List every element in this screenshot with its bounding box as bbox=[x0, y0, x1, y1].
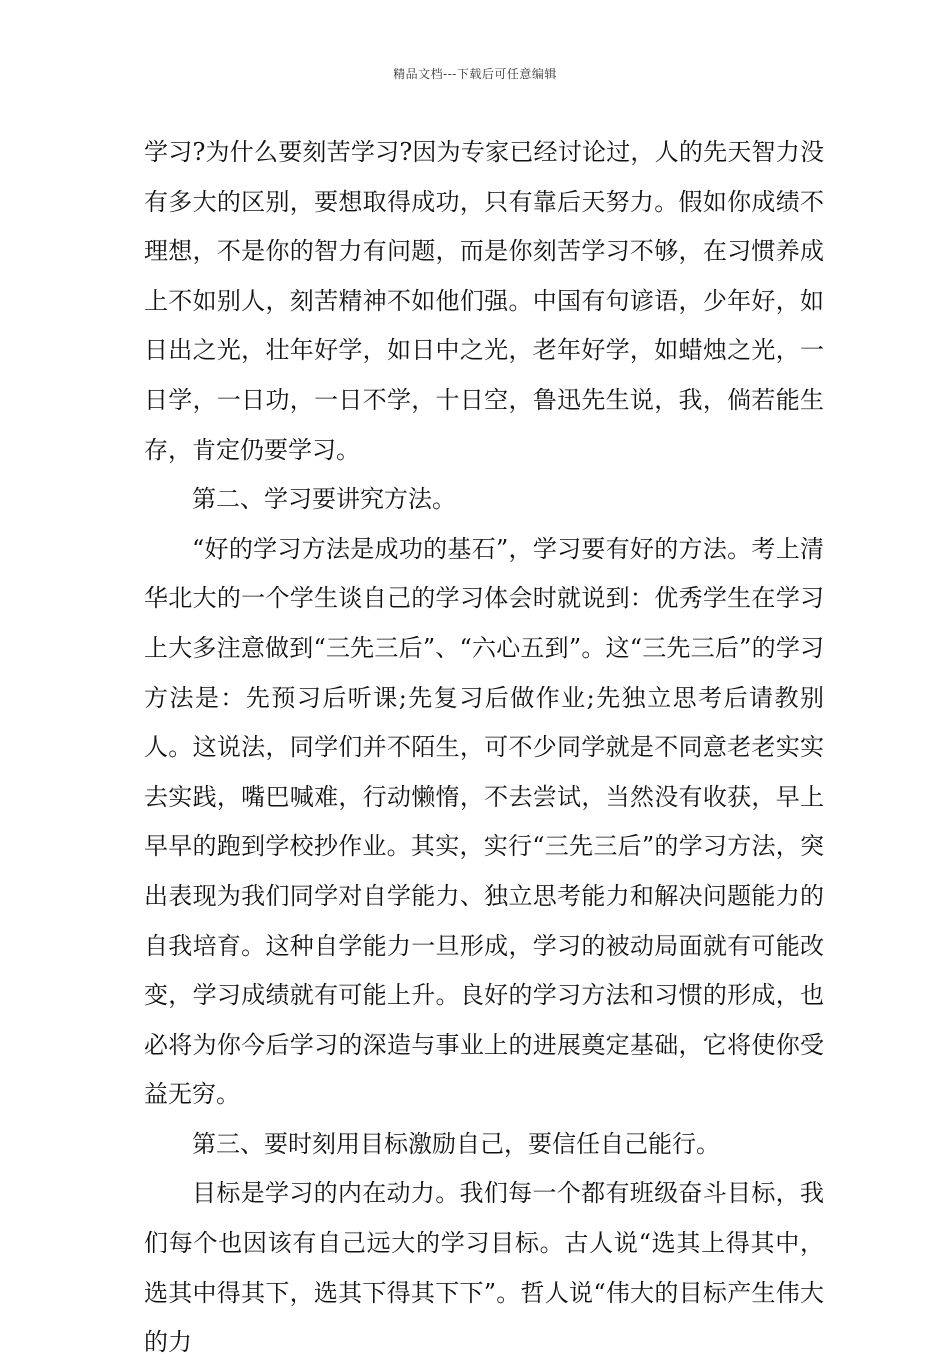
document-body bbox=[144, 128, 824, 1368]
paragraph-1: 学习?为什么要刻苦学习?因为专家已经讨论过，人的先天智力没有多大的区别，要想取得成功，只有靠后天努力。假如你成绩不理想，不是你的智力有问题，而是你刻苦学习不够，在习惯养成上不如别人，刻苦精神不如他们强。中国有句谚语，少年好，如日出之光，壮年好学，如日中之光，老年好学，如蜡烛之光，一日学，一日功，一日不学，十日空，鲁迅先生说，我，倘若能生存，肯定仍要学习。 bbox=[144, 138, 824, 464]
section-heading-2: 第二、学习要讲究方法。 bbox=[192, 485, 456, 514]
paragraph-5: 目标是学习的内在动力。我们每一个都有班级奋斗目标，我们每个也因该有自己远大的学习目标。古人说“选其上得其中，选其中得其下，选其下得其下下”。哲人说“伟大的目标产生伟大的力 bbox=[144, 1179, 824, 1357]
section-heading-3: 第三、要时刻用目标激励自己，要信任自己能行。 bbox=[192, 1129, 720, 1158]
paragraph-3: “好的学习方法是成功的基石”，学习要有好的方法。考上清华北大的一个学生谈自己的学习体会时就说到：优秀学生在学习上大多注意做到“三先三后”、“六心五到”。这“三先三后”的学习方法是：先预习后听课;先复习后做作业;先独立思考后请教别人。这说法，同学们并不陌生，可不少同学就是不同意老老实实去实践，嘴巴喊难，行动懒惰，不去尝试，当然没有收获，早上早早的跑到学校抄作业。其实，实行“三先三后”的学习方法，突出表现为我们同学对自学能力、独立思考能力和解决问题能力的自我培育。这种自学能力一旦形成，学习的被动局面就有可能改变，学习成绩就有可能上升。良好的学习方法和习惯的形成，也必将为你今后学习的深造与事业上的进展奠定基础，它将使你受益无穷。 bbox=[144, 534, 824, 1109]
page-header: 精品文档---下载后可任意编辑 bbox=[393, 67, 557, 81]
